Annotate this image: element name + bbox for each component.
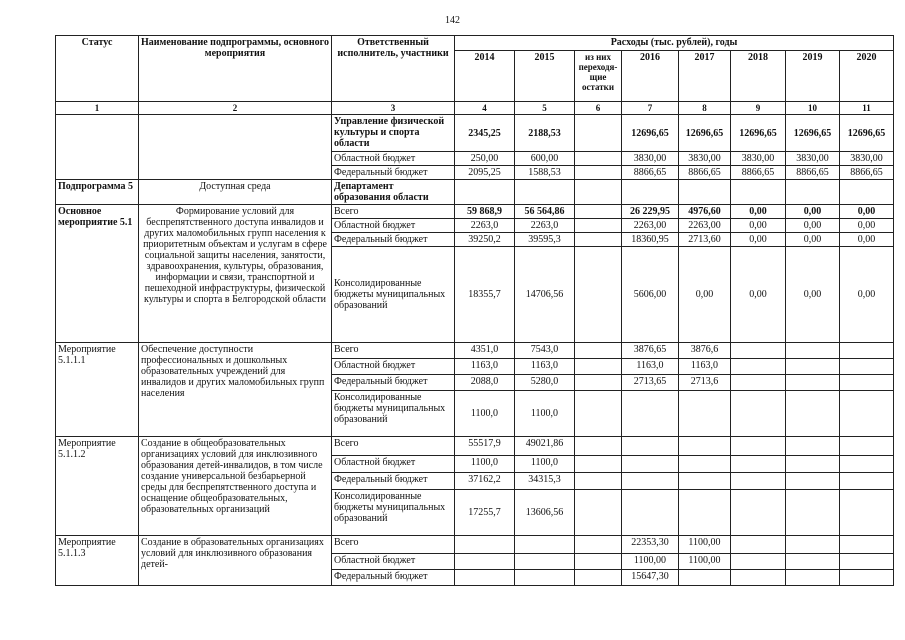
value-cell <box>622 473 679 490</box>
responsible-cell: Областной бюджет <box>332 359 455 375</box>
value-cell: 1100,0 <box>455 456 515 473</box>
responsible-cell: Всего <box>332 536 455 554</box>
value-cell: 34315,3 <box>515 473 575 490</box>
value-cell: 2088,0 <box>455 375 515 391</box>
responsible-cell: Консолидированные бюджеты муниципальных образований <box>332 490 455 536</box>
col-index: 6 <box>575 102 622 115</box>
responsible-cell: Консолидированные бюджеты муниципальных образований <box>332 247 455 343</box>
value-cell: 0,00 <box>840 247 894 343</box>
value-cell: 17255,7 <box>455 490 515 536</box>
value-cell <box>786 490 840 536</box>
value-cell <box>840 375 894 391</box>
value-cell <box>575 343 622 359</box>
value-cell <box>622 490 679 536</box>
col-index: 9 <box>731 102 786 115</box>
year-2017: 2017 <box>679 51 731 102</box>
value-cell <box>455 180 515 205</box>
value-cell: 0,00 <box>731 205 786 219</box>
name-cell <box>139 115 332 180</box>
status-cell: Подпрограмма 5 <box>56 180 139 205</box>
year-2019: 2019 <box>786 51 840 102</box>
value-cell: 59 868,9 <box>455 205 515 219</box>
value-cell <box>515 570 575 586</box>
value-cell: 2188,53 <box>515 115 575 152</box>
responsible-cell: Федеральный бюджет <box>332 166 455 180</box>
year-2016: 2016 <box>622 51 679 102</box>
value-cell: 2095,25 <box>455 166 515 180</box>
value-cell: 1100,00 <box>622 554 679 570</box>
value-cell <box>679 490 731 536</box>
value-cell: 2263,00 <box>622 219 679 233</box>
value-cell <box>786 359 840 375</box>
responsible-cell: Областной бюджет <box>332 152 455 166</box>
value-cell <box>575 166 622 180</box>
value-cell <box>840 570 894 586</box>
year-2020: 2020 <box>840 51 894 102</box>
col-index: 8 <box>679 102 731 115</box>
value-cell <box>679 391 731 437</box>
value-cell: 22353,30 <box>622 536 679 554</box>
status-cell: Мероприятие 5.1.1.3 <box>56 536 139 586</box>
value-cell <box>731 570 786 586</box>
value-cell: 1588,53 <box>515 166 575 180</box>
value-cell: 0,00 <box>840 205 894 219</box>
value-cell <box>840 490 894 536</box>
value-cell: 1100,00 <box>679 536 731 554</box>
value-cell <box>575 536 622 554</box>
responsible-cell: Федеральный бюджет <box>332 233 455 247</box>
value-cell: 39595,3 <box>515 233 575 247</box>
value-cell <box>575 152 622 166</box>
col-index: 1 <box>56 102 139 115</box>
value-cell <box>731 343 786 359</box>
value-cell <box>840 437 894 456</box>
value-cell <box>575 115 622 152</box>
value-cell: 12696,65 <box>840 115 894 152</box>
responsible-cell: Консолидированные бюджеты муниципальных образований <box>332 391 455 437</box>
value-cell <box>455 570 515 586</box>
budget-table <box>55 35 894 586</box>
value-cell: 2263,0 <box>455 219 515 233</box>
value-cell: 1163,0 <box>455 359 515 375</box>
col-index: 10 <box>786 102 840 115</box>
value-cell <box>840 359 894 375</box>
value-cell <box>731 437 786 456</box>
value-cell <box>575 233 622 247</box>
status-cell: Мероприятие 5.1.1.1 <box>56 343 139 437</box>
value-cell: 55517,9 <box>455 437 515 456</box>
responsible-cell: Областной бюджет <box>332 554 455 570</box>
value-cell <box>575 570 622 586</box>
value-cell: 8866,65 <box>622 166 679 180</box>
value-cell: 4976,60 <box>679 205 731 219</box>
value-cell: 12696,65 <box>679 115 731 152</box>
value-cell <box>575 219 622 233</box>
value-cell <box>731 554 786 570</box>
value-cell <box>575 554 622 570</box>
value-cell: 2263,00 <box>679 219 731 233</box>
value-cell <box>731 180 786 205</box>
value-cell: 12696,65 <box>731 115 786 152</box>
value-cell: 15647,30 <box>622 570 679 586</box>
value-cell: 0,00 <box>731 247 786 343</box>
responsible-cell: Всего <box>332 205 455 219</box>
value-cell <box>622 180 679 205</box>
value-cell: 3876,6 <box>679 343 731 359</box>
value-cell <box>731 456 786 473</box>
value-cell <box>679 570 731 586</box>
responsible-cell: Всего <box>332 343 455 359</box>
value-cell <box>679 456 731 473</box>
name-cell: Обеспечение доступности профессиональных и дошкольных образовательных учреждений для инвалидов и других маломобильных групп населения <box>139 343 332 437</box>
value-cell: 0,00 <box>679 247 731 343</box>
table-row <box>56 180 894 205</box>
value-cell <box>731 536 786 554</box>
value-cell: 2713,60 <box>679 233 731 247</box>
value-cell: 5280,0 <box>515 375 575 391</box>
value-cell <box>575 205 622 219</box>
value-cell <box>679 437 731 456</box>
value-cell <box>786 456 840 473</box>
value-cell <box>786 570 840 586</box>
status-cell <box>56 115 139 180</box>
value-cell <box>786 391 840 437</box>
table-row <box>56 437 894 456</box>
value-cell <box>786 375 840 391</box>
name-cell: Формирование условий для беспрепятственного доступа инвалидов и других маломобильных групп населения к приоритетным объектам и услугам в сфере социальной защиты населения, занятости, здравоохранения, культуры, образования, информации и связи, транспортной и пешеходной инфраструктуры, физической культуры и спорта в Белгородской области <box>139 205 332 343</box>
value-cell <box>786 554 840 570</box>
status-cell: Основное мероприятие 5.1 <box>56 205 139 343</box>
value-cell <box>515 536 575 554</box>
value-cell: 0,00 <box>731 233 786 247</box>
value-cell: 3830,00 <box>731 152 786 166</box>
value-cell <box>840 473 894 490</box>
value-cell: 26 229,95 <box>622 205 679 219</box>
value-cell <box>575 247 622 343</box>
table-row <box>56 536 894 554</box>
responsible-cell: Областной бюджет <box>332 456 455 473</box>
value-cell: 3830,00 <box>679 152 731 166</box>
value-cell <box>731 490 786 536</box>
value-cell <box>575 391 622 437</box>
value-cell <box>731 391 786 437</box>
value-cell <box>786 343 840 359</box>
value-cell <box>575 180 622 205</box>
value-cell: 1100,0 <box>515 456 575 473</box>
value-cell: 1163,0 <box>515 359 575 375</box>
value-cell <box>679 473 731 490</box>
value-cell: 1100,00 <box>679 554 731 570</box>
value-cell: 39250,2 <box>455 233 515 247</box>
value-cell <box>840 536 894 554</box>
value-cell: 12696,65 <box>622 115 679 152</box>
year-carryover: из них переходя-щие остатки <box>575 51 622 102</box>
col-index: 3 <box>332 102 455 115</box>
value-cell <box>840 343 894 359</box>
name-cell: Создание в образовательных организациях условий для инклюзивного образования детей- <box>139 536 332 586</box>
col-index: 7 <box>622 102 679 115</box>
value-cell: 3830,00 <box>840 152 894 166</box>
table-row <box>56 205 894 219</box>
responsible-cell: Федеральный бюджет <box>332 375 455 391</box>
year-2014: 2014 <box>455 51 515 102</box>
column-index-row <box>56 102 894 115</box>
col-index: 11 <box>840 102 894 115</box>
value-cell: 0,00 <box>731 219 786 233</box>
value-cell <box>515 180 575 205</box>
value-cell: 2345,25 <box>455 115 515 152</box>
value-cell <box>455 536 515 554</box>
value-cell <box>515 554 575 570</box>
responsible-cell: Федеральный бюджет <box>332 570 455 586</box>
value-cell <box>455 554 515 570</box>
value-cell: 1100,0 <box>515 391 575 437</box>
value-cell <box>622 391 679 437</box>
value-cell <box>622 437 679 456</box>
value-cell <box>840 180 894 205</box>
value-cell: 0,00 <box>786 205 840 219</box>
value-cell: 0,00 <box>840 233 894 247</box>
header-name: Наименование подпрограммы, основного мероприятия <box>139 36 332 102</box>
page-number: 142 <box>445 15 460 26</box>
value-cell <box>786 536 840 554</box>
value-cell: 3830,00 <box>622 152 679 166</box>
value-cell <box>786 437 840 456</box>
value-cell: 8866,65 <box>679 166 731 180</box>
header-expenses: Расходы (тыс. рублей), годы <box>455 36 894 51</box>
value-cell <box>575 490 622 536</box>
value-cell <box>575 437 622 456</box>
year-2018: 2018 <box>731 51 786 102</box>
value-cell <box>575 456 622 473</box>
value-cell: 0,00 <box>786 233 840 247</box>
value-cell: 14706,56 <box>515 247 575 343</box>
responsible-cell: Управление физической культуры и спорта области <box>332 115 455 152</box>
value-cell: 0,00 <box>786 247 840 343</box>
value-cell <box>679 180 731 205</box>
table-row <box>56 343 894 359</box>
value-cell <box>575 359 622 375</box>
value-cell <box>731 473 786 490</box>
value-cell: 1100,0 <box>455 391 515 437</box>
value-cell: 37162,2 <box>455 473 515 490</box>
status-cell: Мероприятие 5.1.1.2 <box>56 437 139 536</box>
value-cell: 13606,56 <box>515 490 575 536</box>
value-cell: 600,00 <box>515 152 575 166</box>
value-cell: 18355,7 <box>455 247 515 343</box>
value-cell <box>786 473 840 490</box>
value-cell: 8866,65 <box>786 166 840 180</box>
value-cell: 250,00 <box>455 152 515 166</box>
value-cell <box>731 359 786 375</box>
value-cell: 8866,65 <box>731 166 786 180</box>
responsible-cell: Федеральный бюджет <box>332 473 455 490</box>
responsible-cell: Областной бюджет <box>332 219 455 233</box>
value-cell: 2263,0 <box>515 219 575 233</box>
value-cell: 7543,0 <box>515 343 575 359</box>
col-index: 5 <box>515 102 575 115</box>
value-cell: 3876,65 <box>622 343 679 359</box>
value-cell: 1163,0 <box>679 359 731 375</box>
value-cell: 8866,65 <box>840 166 894 180</box>
value-cell: 0,00 <box>786 219 840 233</box>
responsible-cell: Всего <box>332 437 455 456</box>
value-cell <box>575 473 622 490</box>
value-cell <box>840 456 894 473</box>
value-cell: 0,00 <box>840 219 894 233</box>
table-row <box>56 115 894 152</box>
value-cell: 2713,6 <box>679 375 731 391</box>
value-cell: 1163,0 <box>622 359 679 375</box>
value-cell: 4351,0 <box>455 343 515 359</box>
value-cell <box>575 375 622 391</box>
header-responsible: Ответственный исполнитель, участники <box>332 36 455 102</box>
value-cell: 5606,00 <box>622 247 679 343</box>
year-2015: 2015 <box>515 51 575 102</box>
value-cell: 12696,65 <box>786 115 840 152</box>
value-cell <box>622 456 679 473</box>
value-cell <box>840 391 894 437</box>
value-cell <box>731 375 786 391</box>
value-cell: 3830,00 <box>786 152 840 166</box>
value-cell: 2713,65 <box>622 375 679 391</box>
value-cell <box>786 180 840 205</box>
name-cell: Создание в общеобразовательных организациях условий для инклюзивного образования детей-инвалидов, в том числе создание универсальной безбарьерной среды для беспрепятственного доступа и оснащение общеобразовательных, образовательных организаций <box>139 437 332 536</box>
col-index: 2 <box>139 102 332 115</box>
name-cell: Доступная среда <box>139 180 332 205</box>
value-cell: 49021,86 <box>515 437 575 456</box>
header-row <box>56 36 894 51</box>
header-status: Статус <box>56 36 139 102</box>
value-cell: 56 564,86 <box>515 205 575 219</box>
responsible-cell: Департамент образования области <box>332 180 455 205</box>
value-cell: 18360,95 <box>622 233 679 247</box>
col-index: 4 <box>455 102 515 115</box>
value-cell <box>840 554 894 570</box>
